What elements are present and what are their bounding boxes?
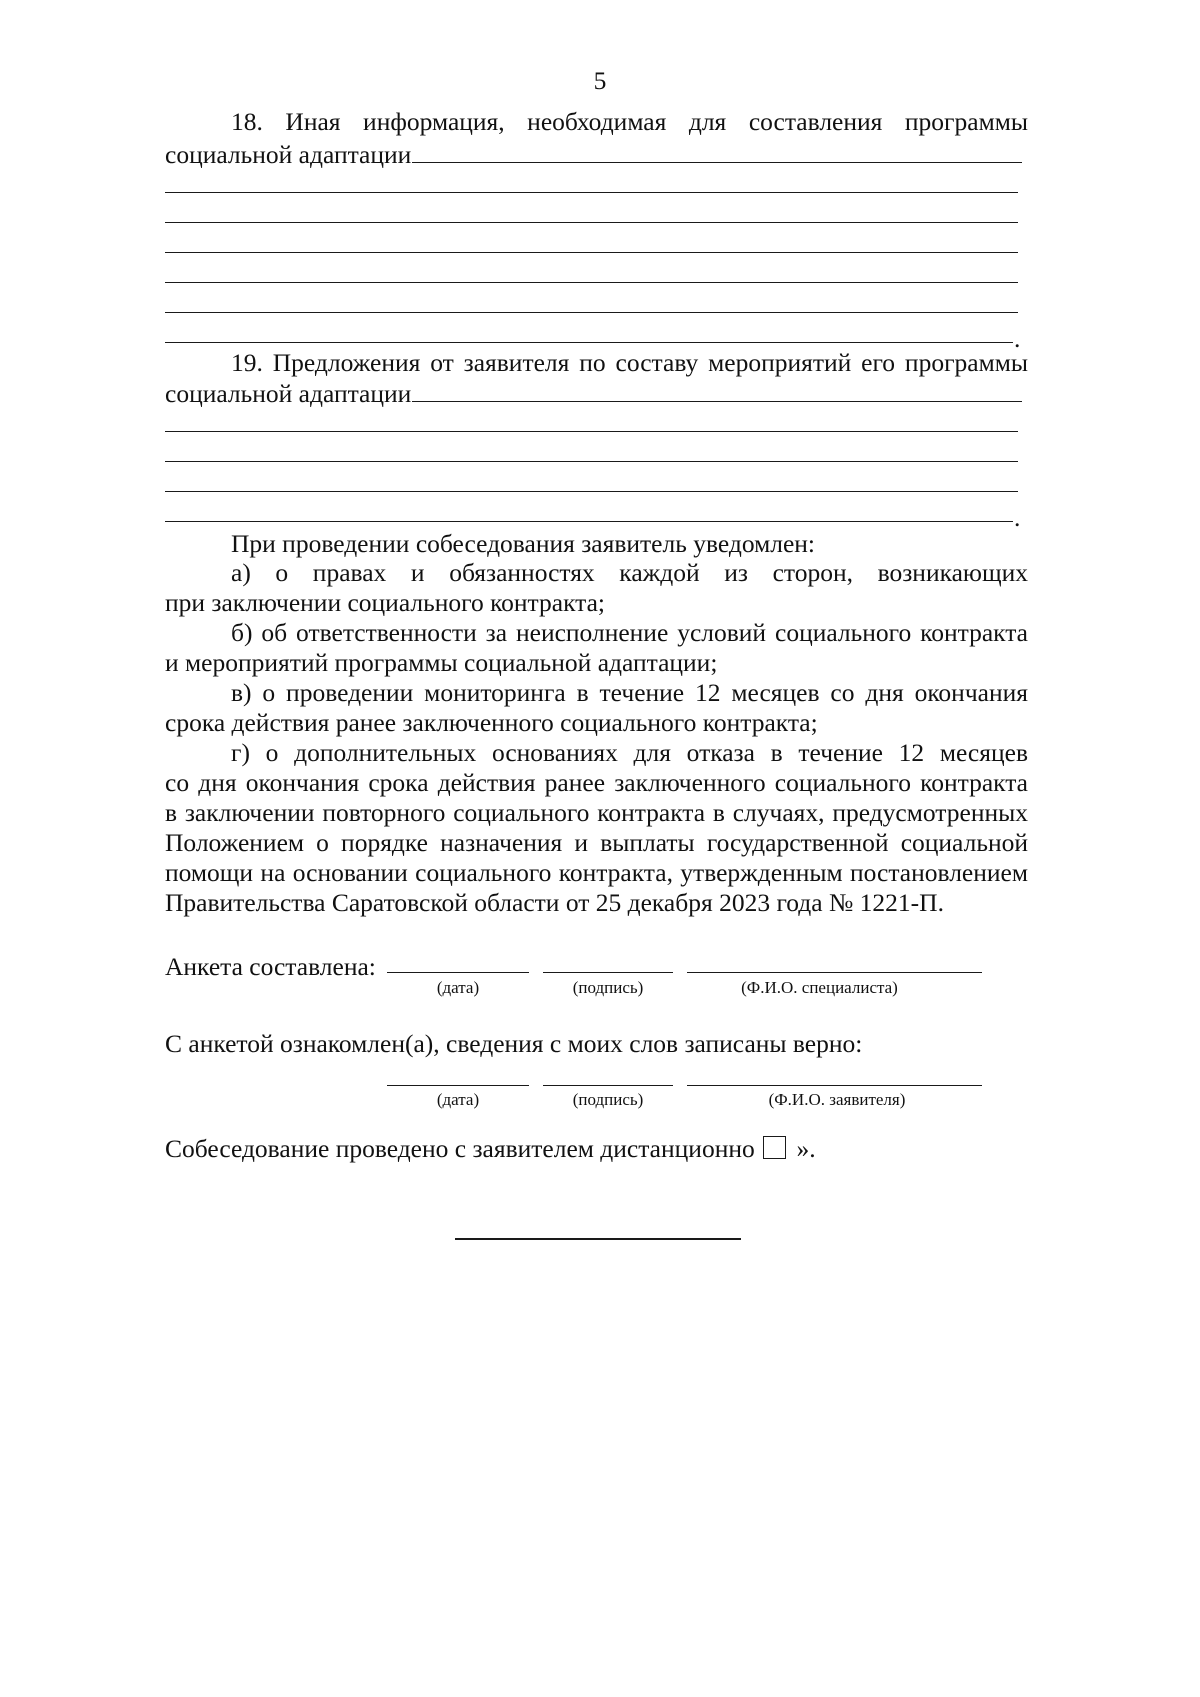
specialist-name-field[interactable] [687, 972, 982, 973]
applicant-signature-field[interactable] [543, 1085, 673, 1086]
notice-item-d-cont: в заключении повторного социального контракта в случаях, предусмотренных [165, 798, 1028, 827]
remote-interview-closing: ». [796, 1134, 816, 1163]
applicant-date-caption: (дата) [436, 1090, 480, 1109]
applicant-signature-caption: (подпись) [572, 1090, 644, 1109]
specialist-name-caption: (Ф.И.О. специалиста) [741, 978, 898, 997]
remote-interview-checkbox[interactable] [763, 1136, 786, 1159]
item-18-answer-line[interactable] [165, 342, 1013, 343]
closing-rule [455, 1238, 741, 1240]
item-18-answer-line[interactable] [412, 162, 1022, 163]
remote-interview-row [165, 1132, 816, 1165]
notice-item-d-cont: Положением о порядке назначения и выплаты государственной социальной [165, 828, 1028, 857]
notice-item-b-cont: и мероприятий программы социальной адаптации; [165, 648, 718, 677]
item-19-answer-line[interactable] [165, 461, 1018, 462]
item-19-answer-line[interactable] [165, 521, 1013, 522]
specialist-signature-field[interactable] [543, 972, 673, 973]
specialist-date-field[interactable] [387, 972, 529, 973]
notice-item-a: а) о правах и обязанностях каждой из сторон, возникающих [231, 558, 1028, 587]
notice-heading: При проведении собеседования заявитель уведомлен: [231, 529, 815, 558]
questionnaire-label: Анкета составлена: [165, 952, 376, 981]
item-18-answer-line[interactable] [165, 312, 1018, 313]
item-19-answer-line[interactable] [165, 431, 1018, 432]
notice-item-b: б) об ответственности за неисполнение условий социального контракта [231, 618, 1028, 647]
applicant-name-caption: (Ф.И.О. заявителя) [768, 1090, 906, 1109]
item-18-heading: 18. Иная информация, необходимая для составления программы [231, 107, 1028, 136]
acknowledgement-label: С анкетой ознакомлен(а), сведения с моих слов записаны верно: [165, 1029, 863, 1058]
item-18-answer-line[interactable] [165, 222, 1018, 223]
notice-item-c: в) о проведении мониторинга в течение 12 месяцев со дня окончания [231, 678, 1028, 707]
specialist-date-caption: (дата) [436, 978, 480, 997]
item-18-answer-line[interactable] [165, 282, 1018, 283]
page-number: 5 [593, 66, 607, 95]
item-19-heading: 19. Предложения от заявителя по составу мероприятий его программы [231, 348, 1028, 377]
item-19-label: социальной адаптации [165, 379, 412, 408]
item-19-end-dot: . [1014, 503, 1021, 532]
notice-item-c-cont: срока действия ранее заключенного социального контракта; [165, 708, 818, 737]
applicant-name-field[interactable] [687, 1085, 982, 1086]
notice-item-a-cont: при заключении социального контракта; [165, 588, 605, 617]
item-18-label: социальной адаптации [165, 140, 412, 169]
notice-item-d: г) о дополнительных основаниях для отказа в течение 12 месяцев [231, 738, 1028, 767]
item-19-answer-line[interactable] [165, 491, 1018, 492]
item-19-answer-line[interactable] [412, 401, 1022, 402]
applicant-date-field[interactable] [387, 1085, 529, 1086]
item-18-answer-line[interactable] [165, 192, 1018, 193]
specialist-signature-caption: (подпись) [572, 978, 644, 997]
notice-item-d-cont: Правительства Саратовской области от 25 декабря 2023 года № 1221-П. [165, 888, 944, 917]
item-18-answer-line[interactable] [165, 252, 1018, 253]
notice-item-d-cont: со дня окончания срока действия ранее заключенного социального контракта [165, 768, 1028, 797]
item-18-end-dot: . [1014, 324, 1021, 353]
notice-item-d-cont: помощи на основании социального контракта, утвержденным постановлением [165, 858, 1028, 887]
remote-interview-text: Собеседование проведено с заявителем дистанционно [165, 1134, 755, 1163]
